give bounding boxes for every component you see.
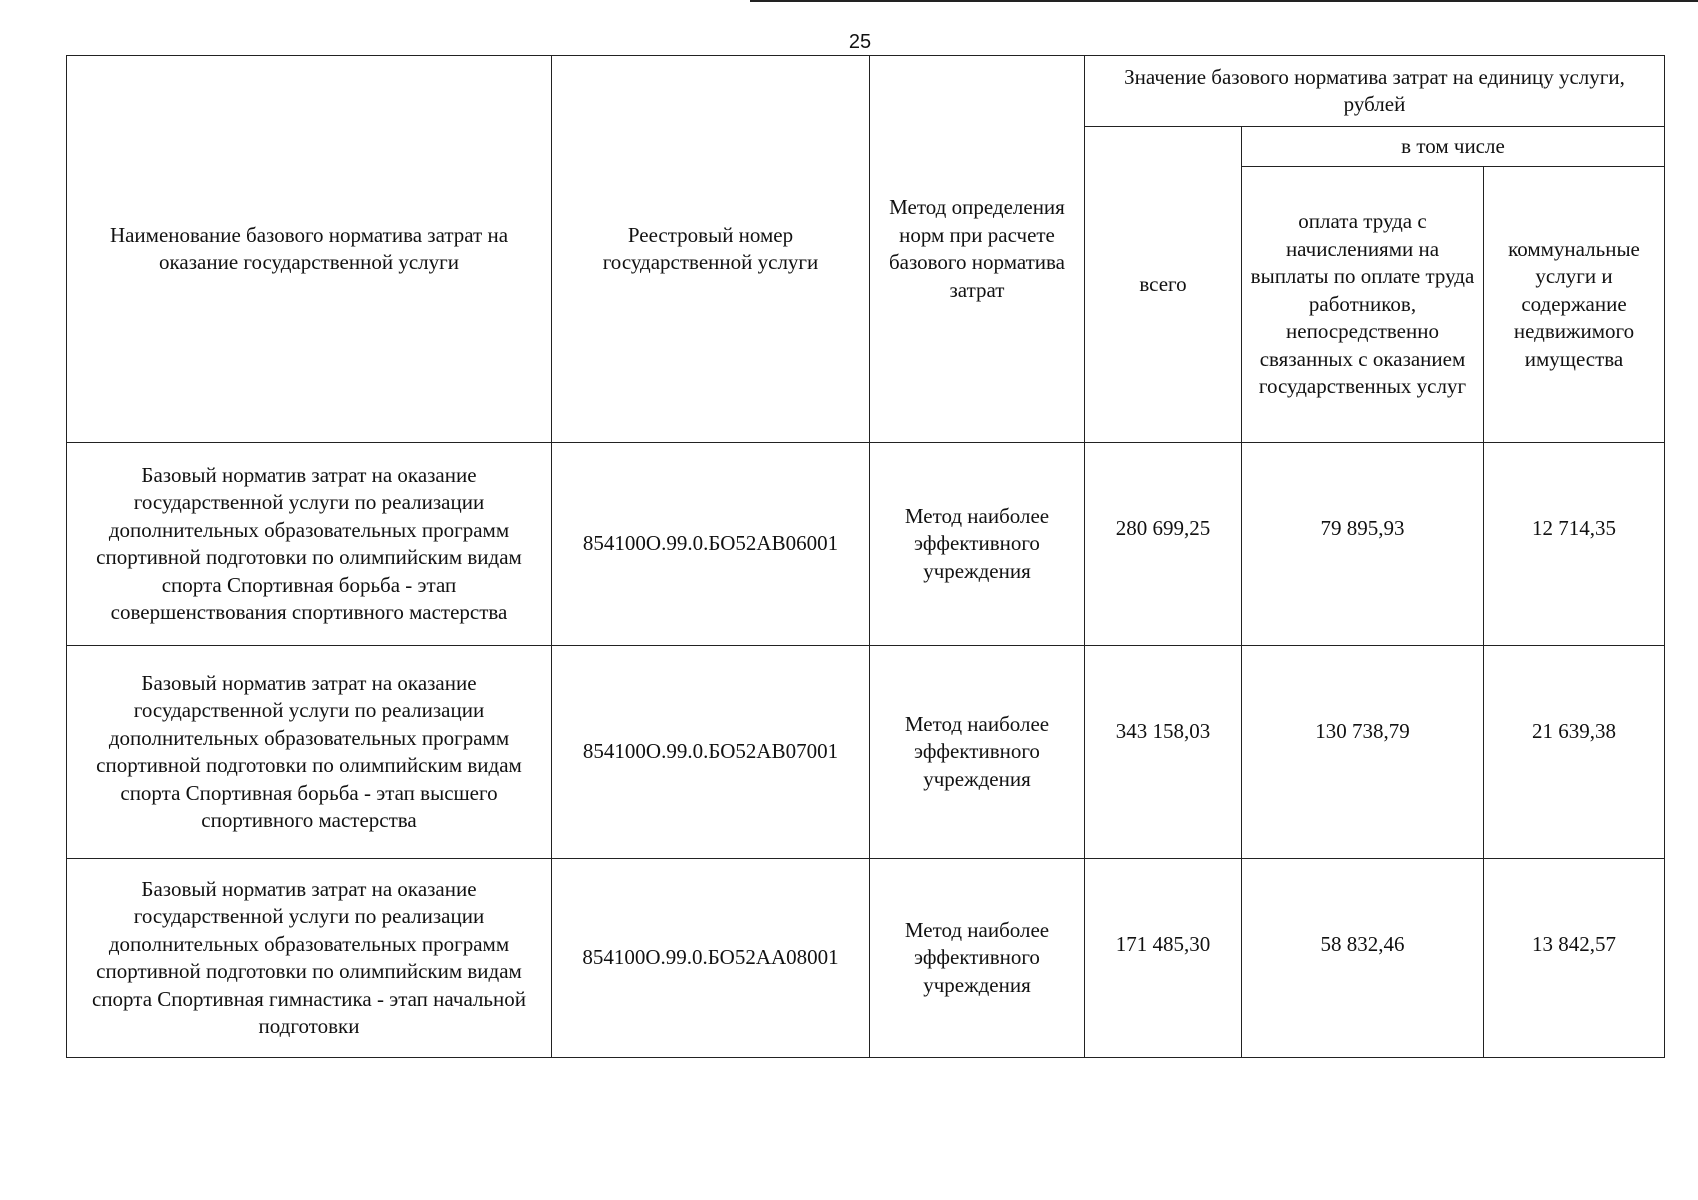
row-labor: 79 895,93 — [1242, 443, 1484, 646]
row-name: Базовый норматив затрат на оказание государственной услуги по реализации дополнительных образовательных программ спортивной подготовки по олимпийским видам спорта Спортивная борьба - этап высшего спортивного мастерства — [67, 646, 552, 859]
row-registry: 854100О.99.0.БО52АВ06001 — [552, 443, 870, 646]
table-row — [67, 859, 1665, 1058]
row-method: Метод наиболее эффективного учреждения — [870, 646, 1085, 859]
header-including: в том числе — [1242, 127, 1665, 167]
table-row — [67, 646, 1665, 859]
row-labor: 130 738,79 — [1242, 646, 1484, 859]
top-rule — [750, 0, 1698, 2]
header-utilities: коммунальные услуги и содержание недвижимого имущества — [1484, 167, 1665, 443]
norms-table — [66, 55, 1665, 1058]
row-name: Базовый норматив затрат на оказание государственной услуги по реализации дополнительных образовательных программ спортивной подготовки по олимпийским видам спорта Спортивная борьба - этап совершенствования спортивного мастерства — [67, 443, 552, 646]
page-number: 25 — [848, 31, 872, 53]
row-method: Метод наиболее эффективного учреждения — [870, 859, 1085, 1058]
row-total: 343 158,03 — [1085, 646, 1242, 859]
row-labor: 58 832,46 — [1242, 859, 1484, 1058]
header-row-1 — [67, 56, 1665, 127]
header-value-group: Значение базового норматива затрат на единицу услуги, рублей — [1085, 56, 1665, 127]
row-registry: 854100О.99.0.БО52АВ07001 — [552, 646, 870, 859]
row-utilities: 12 714,35 — [1484, 443, 1665, 646]
row-name: Базовый норматив затрат на оказание государственной услуги по реализации дополнительных образовательных программ спортивной подготовки по олимпийским видам спорта Спортивная гимнастика - этап начальной подготовки — [67, 859, 552, 1058]
header-labor: оплата труда с начислениями на выплаты по оплате труда работников, непосредственно связанных с оказанием государственных услуг — [1242, 167, 1484, 443]
header-name: Наименование базового норматива затрат на оказание государственной услуги — [67, 56, 552, 443]
header-method: Метод определения норм при расчете базового норматива затрат — [870, 56, 1085, 443]
row-method: Метод наиболее эффективного учреждения — [870, 443, 1085, 646]
header-total: всего — [1085, 127, 1242, 443]
row-utilities: 21 639,38 — [1484, 646, 1665, 859]
row-utilities: 13 842,57 — [1484, 859, 1665, 1058]
row-registry: 854100О.99.0.БО52АА08001 — [552, 859, 870, 1058]
header-registry: Реестровый номер государственной услуги — [552, 56, 870, 443]
table-row — [67, 443, 1665, 646]
row-total: 171 485,30 — [1085, 859, 1242, 1058]
row-total: 280 699,25 — [1085, 443, 1242, 646]
